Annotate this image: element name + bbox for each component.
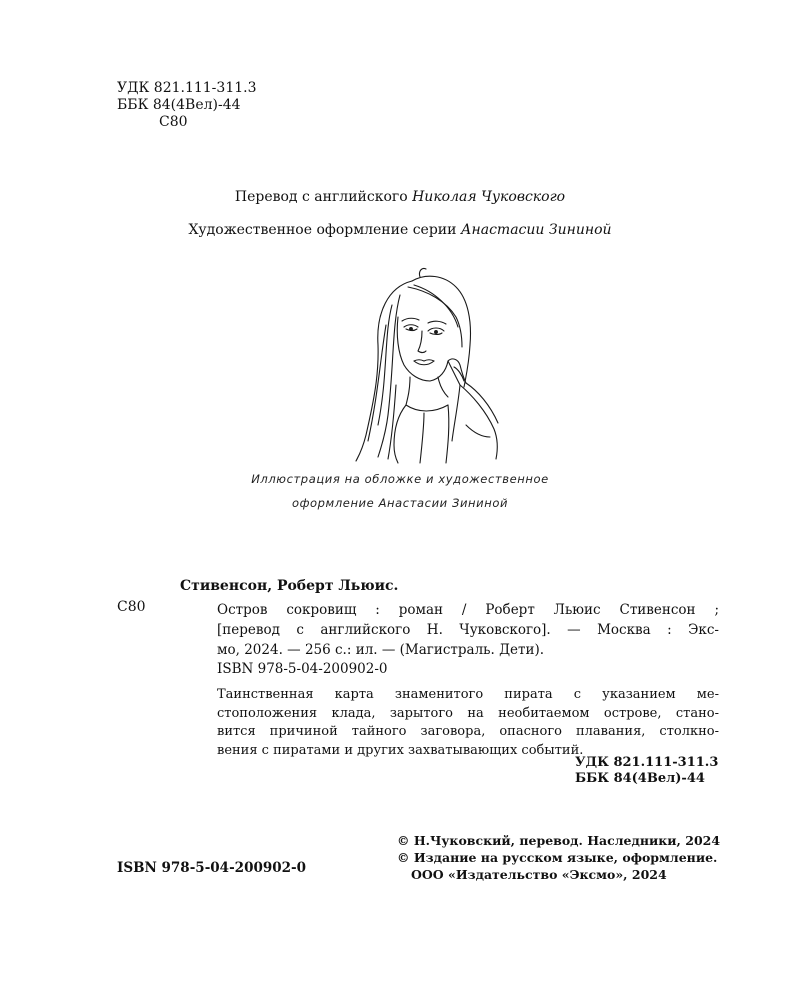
design-credit xyxy=(0,222,800,238)
design-prefix: Художественное оформление серии xyxy=(188,222,457,238)
bib-line: [перевод с английского Н. Чуковского]. — Москва : Экс- xyxy=(217,622,719,638)
annotation-line: вения с пиратами и других захватывающих событий. xyxy=(217,742,584,758)
annotation xyxy=(217,686,719,760)
copyright-block xyxy=(397,832,720,883)
header-bbk: ББК 84(4Вел)-44 xyxy=(117,97,241,113)
annotation-line: Таинственная карта знаменитого пирата с указанием ме- xyxy=(217,687,719,702)
annotation-line: стоположения клада, зарытого на необитаемом острове, стано- xyxy=(217,705,719,721)
catalog-code: С80 xyxy=(117,599,146,615)
header-classification xyxy=(117,80,257,131)
illustration-caption xyxy=(0,467,800,515)
catalog-classification xyxy=(575,755,718,787)
translation-prefix: Перевод с английского xyxy=(234,189,408,205)
catalog-udk: УДК 821.111-311.3 xyxy=(575,755,719,770)
catalog-isbn: ISBN 978-5-04-200902-0 xyxy=(217,661,388,677)
catalog-author: Стивенсон, Роберт Льюис. xyxy=(180,578,399,594)
copyright-line: © Издание на русском языке, оформление. xyxy=(397,850,718,865)
annotation-line: вится причиной тайного заговора, опасного плавания, столкно- xyxy=(217,724,719,739)
bibliographic-record xyxy=(217,600,719,660)
designer-name: Анастасии Зининой xyxy=(460,222,612,238)
caption-line-2: оформление Анастасии Зининой xyxy=(291,496,509,510)
translation-credit xyxy=(0,189,800,205)
catalog-bbk: ББК 84(4Вел)-44 xyxy=(575,771,705,786)
footer-isbn: ISBN 978-5-04-200902-0 xyxy=(117,860,307,876)
bib-line: Остров сокровищ : роман / Роберт Льюис Стивенсон ; xyxy=(217,602,719,618)
caption-line-1: Иллюстрация на обложке и художественное xyxy=(251,472,549,486)
girl-portrait-icon xyxy=(348,265,504,465)
header-code: С80 xyxy=(159,114,188,130)
translator-name: Николая Чуковского xyxy=(412,189,566,205)
copyright-line: © Н.Чуковский, перевод. Наследники, 2024 xyxy=(397,833,721,848)
header-udk: УДК 821.111-311.3 xyxy=(117,80,257,96)
copyright-line: ООО «Издательство «Эксмо», 2024 xyxy=(411,867,667,882)
bib-line: мо, 2024. — 256 с.: ил. — (Магистраль. Дети). xyxy=(217,642,545,658)
